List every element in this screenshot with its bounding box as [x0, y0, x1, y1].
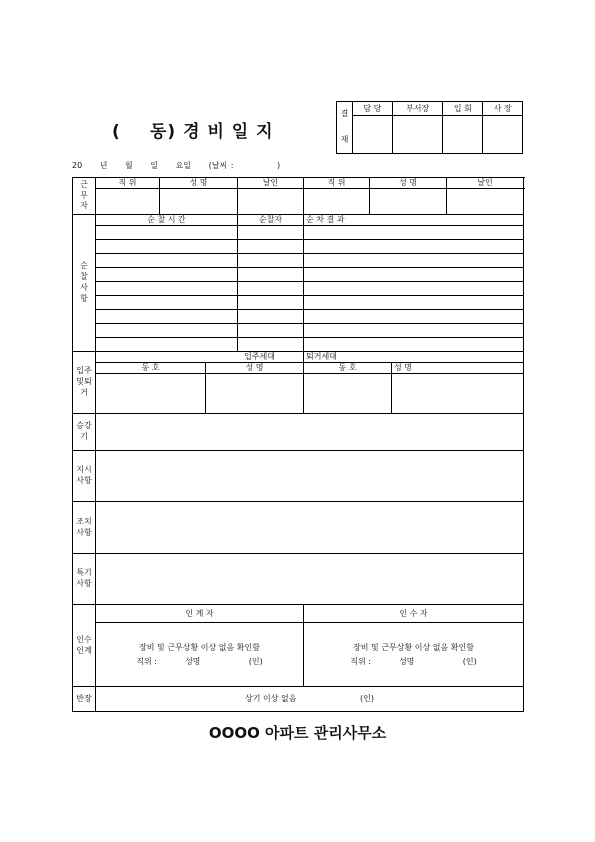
- patrol-time-cell[interactable]: [96, 254, 238, 268]
- duty-header-position-1: 직 위: [96, 178, 160, 189]
- patrol-label: 순 찰 사 항: [73, 215, 96, 352]
- moving-out-name[interactable]: [392, 374, 524, 414]
- duty-seal-2[interactable]: [447, 189, 524, 215]
- duty-position-1[interactable]: [96, 189, 160, 215]
- elevator-label: 승강 기: [73, 414, 96, 451]
- handover-receiver-header: 인 수 자: [304, 605, 524, 623]
- receiver-confirm-text: 장비 및 근무상황 이상 없음 확인함: [353, 643, 474, 653]
- patrol-header-patroller: 순찰자: [238, 215, 304, 226]
- patrol-result-cell[interactable]: [304, 282, 524, 296]
- handover-label: 인수 인계: [73, 605, 96, 687]
- approval-sign-4[interactable]: [483, 116, 523, 154]
- patrol-patroller-cell[interactable]: [238, 254, 304, 268]
- receiver-position: 직위 :: [350, 656, 371, 666]
- duty-seal-1[interactable]: [238, 189, 304, 215]
- date-weather: (날씨 :: [208, 161, 234, 170]
- date-line: [72, 160, 294, 171]
- date-year-label: 년: [99, 161, 108, 170]
- giver-sign-line: [96, 657, 303, 666]
- duty-position-2[interactable]: [304, 189, 370, 215]
- receiver-seal: (인): [462, 656, 477, 666]
- patrol-patroller-cell[interactable]: [238, 296, 304, 310]
- office-name: OOOO 아파트 관리사무소: [208, 724, 387, 742]
- approval-sign-1[interactable]: [353, 116, 393, 154]
- moving-in-label: 입주세대: [96, 352, 304, 363]
- duty-name-1[interactable]: [160, 189, 238, 215]
- moving-in-name-header: 성 명: [206, 363, 304, 374]
- approval-side-top: 결: [340, 109, 349, 119]
- date-year: 20: [72, 161, 83, 170]
- moving-in-unit-header: 동 호: [96, 363, 206, 374]
- patrol-time-cell[interactable]: [96, 310, 238, 324]
- approval-table: [336, 101, 523, 154]
- patrol-header-result: 순 차 결 과: [304, 215, 524, 226]
- moving-out-label: 퇴거세대: [304, 352, 524, 363]
- elevator-field[interactable]: [96, 414, 524, 451]
- document-title: [112, 117, 274, 142]
- handover-giver-header: 인 계 자: [96, 605, 304, 623]
- patrol-patroller-cell[interactable]: [238, 324, 304, 338]
- patrol-time-cell[interactable]: [96, 268, 238, 282]
- duty-header-name-1: 성 명: [160, 178, 238, 189]
- notes-field[interactable]: [96, 554, 524, 605]
- approval-side-label: [337, 102, 353, 154]
- patrol-time-cell[interactable]: [96, 296, 238, 310]
- approval-sign-3[interactable]: [443, 116, 483, 154]
- chief-seal: (인): [360, 694, 375, 704]
- duty-header-seal-2: 날인: [447, 178, 524, 189]
- chief-label: 반장: [73, 687, 96, 712]
- chief-text: 상기 이상 없음: [244, 694, 297, 704]
- duty-label: 근 무 자: [73, 178, 96, 215]
- moving-out-name-header: 성 명: [392, 363, 524, 374]
- approval-role-3: 입 회: [443, 102, 483, 116]
- title-paren: (: [112, 122, 121, 142]
- log-table: [72, 177, 524, 712]
- moving-in-unit[interactable]: [96, 374, 206, 414]
- patrol-result-cell[interactable]: [304, 226, 524, 240]
- patrol-result-cell[interactable]: [304, 338, 524, 352]
- approval-role-4: 사 장: [483, 102, 523, 116]
- approval-role-2: 부서장: [392, 102, 443, 116]
- date-weekday: 요일: [175, 161, 192, 170]
- giver-position: 직위 :: [136, 656, 157, 666]
- patrol-patroller-cell[interactable]: [238, 268, 304, 282]
- patrol-patroller-cell[interactable]: [238, 310, 304, 324]
- date-day: 일: [150, 161, 159, 170]
- patrol-time-cell[interactable]: [96, 240, 238, 254]
- chief-cell[interactable]: [96, 687, 524, 712]
- patrol-result-cell[interactable]: [304, 310, 524, 324]
- patrol-result-cell[interactable]: [304, 268, 524, 282]
- giver-name: 성명: [184, 656, 201, 666]
- patrol-time-cell[interactable]: [96, 282, 238, 296]
- patrol-result-cell[interactable]: [304, 240, 524, 254]
- patrol-patroller-cell[interactable]: [238, 338, 304, 352]
- patrol-time-cell[interactable]: [96, 324, 238, 338]
- instructions-label: 지시 사항: [73, 451, 96, 502]
- actions-label: 조치 사항: [73, 502, 96, 554]
- title-text: 동) 경 비 일 지: [150, 122, 274, 142]
- handover-giver-cell[interactable]: [96, 623, 304, 687]
- duty-header-position-2: 직 위: [304, 178, 370, 189]
- patrol-patroller-cell[interactable]: [238, 226, 304, 240]
- duty-name-2[interactable]: [370, 189, 447, 215]
- receiver-name: 성명: [398, 656, 415, 666]
- patrol-patroller-cell[interactable]: [238, 282, 304, 296]
- patrol-header-time: 순 찰 시 간: [96, 215, 238, 226]
- moving-out-unit-header: 동 호: [304, 363, 392, 374]
- giver-confirm-text: 장비 및 근무상황 이상 없음 확인함: [139, 643, 260, 653]
- receiver-sign-line: [304, 657, 523, 666]
- moving-in-name[interactable]: [206, 374, 304, 414]
- moving-label: 입주 및퇴 거: [73, 352, 96, 414]
- instructions-field[interactable]: [96, 451, 524, 502]
- approval-sign-2[interactable]: [392, 116, 443, 154]
- approval-role-1: 담 당: [353, 102, 393, 116]
- patrol-result-cell[interactable]: [304, 254, 524, 268]
- approval-side-bottom: 재: [340, 134, 349, 144]
- patrol-time-cell[interactable]: [96, 338, 238, 352]
- handover-receiver-cell[interactable]: [304, 623, 524, 687]
- notes-label: 특기 사항: [73, 554, 96, 605]
- duty-header-seal-1: 날인: [238, 178, 304, 189]
- date-weather-close: ): [276, 161, 281, 170]
- patrol-time-cell[interactable]: [96, 226, 238, 240]
- patrol-result-cell[interactable]: [304, 296, 524, 310]
- moving-out-unit[interactable]: [304, 374, 392, 414]
- duty-header-name-2: 성 명: [370, 178, 447, 189]
- patrol-result-cell[interactable]: [304, 324, 524, 338]
- patrol-patroller-cell[interactable]: [238, 240, 304, 254]
- actions-field[interactable]: [96, 502, 524, 554]
- giver-seal: (인): [248, 656, 263, 666]
- date-month: 월: [125, 161, 133, 170]
